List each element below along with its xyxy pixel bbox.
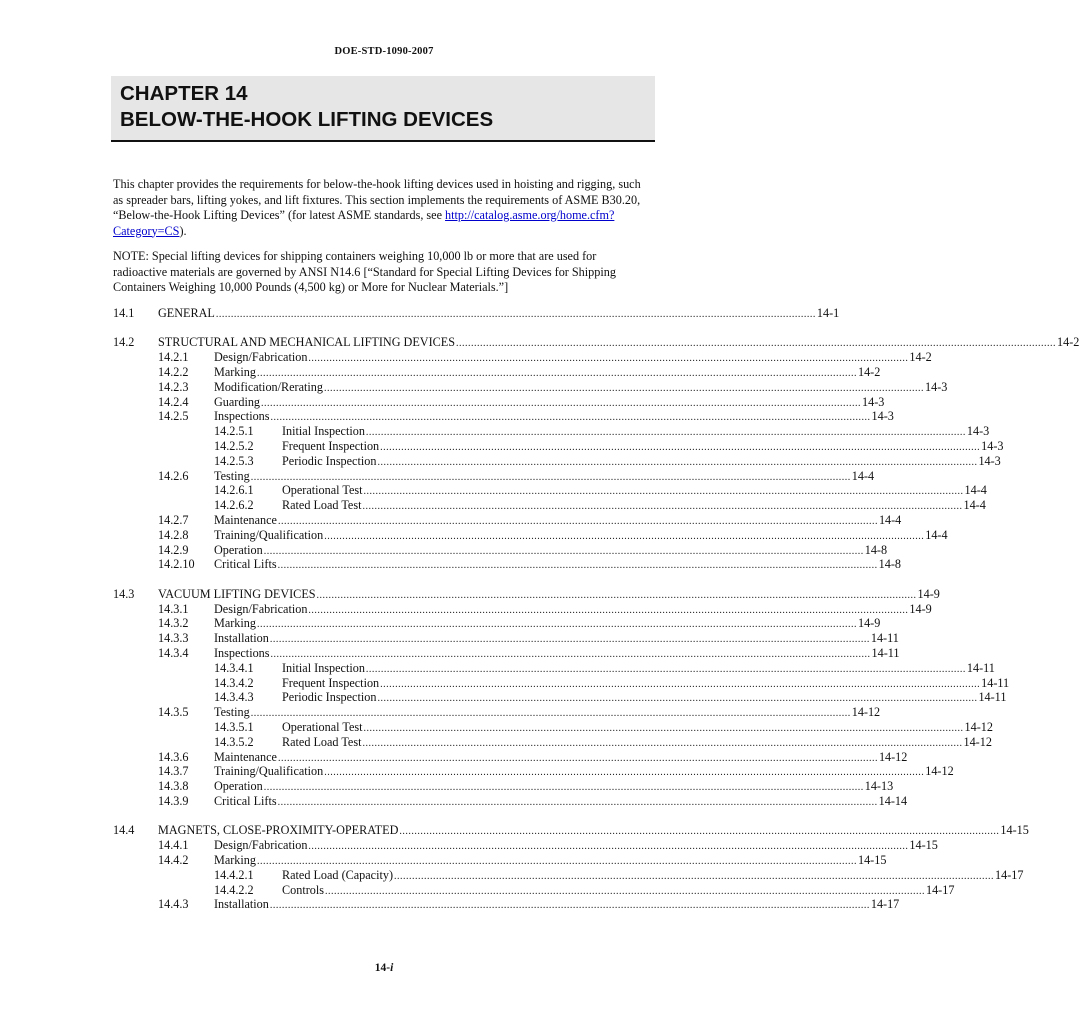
toc-section-number: 14.4.1 <box>158 838 189 853</box>
toc-dot-leader: ........................................................................................................................................................................................................ <box>377 456 978 468</box>
toc-dot-leader: ........................................................................................................................................................................................................ <box>269 634 870 646</box>
toc-section-number: 14.2.3 <box>158 379 189 394</box>
toc-dot-leader: ........................................................................................................................................................................................................ <box>269 900 870 912</box>
toc-dot-leader: ........................................................................................................................................................................................................ <box>215 309 816 320</box>
toc-page-number: 14-11 <box>870 631 899 646</box>
toc-entry[interactable] <box>0 631 899 646</box>
toc-page-number: 14-15 <box>909 838 938 853</box>
toc-section-number: 14.1 <box>113 306 135 320</box>
toc-dot-leader: ........................................................................................................................................................................................................ <box>324 530 925 542</box>
toc-section-number: 14.2.5.2 <box>214 439 254 453</box>
toc-entry[interactable] <box>0 616 881 631</box>
toc-page-number: 14-2 <box>1057 335 1079 350</box>
toc-section-number: 14.3.4.1 <box>214 660 254 675</box>
toc-section-title: Testing <box>214 705 250 720</box>
toc-section-number: 14.4.2.1 <box>214 867 254 882</box>
toc-section-number: 14.3.4 <box>158 646 189 660</box>
toc-page-number: 14-17 <box>870 897 900 912</box>
toc-entry[interactable] <box>0 439 1004 454</box>
toc-dot-leader: ........................................................................................................................................................................................................ <box>399 826 1000 838</box>
toc-dot-leader: ........................................................................................................................................................................................................ <box>256 856 857 867</box>
toc-page-number: 14-14 <box>878 794 908 808</box>
toc-entry[interactable] <box>0 424 990 439</box>
toc-entry[interactable] <box>0 453 1001 469</box>
intro-paragraph <box>113 177 653 239</box>
toc-page-number: 14-1 <box>816 306 840 320</box>
toc-section-number: 14.2 <box>113 335 135 350</box>
toc-section-title: Rated Load (Capacity) <box>282 867 393 882</box>
toc-page-number: 14-15 <box>1000 823 1029 838</box>
toc-entry[interactable] <box>0 749 908 765</box>
toc-entry[interactable] <box>0 779 894 794</box>
toc-page-number: 14-9 <box>909 601 932 616</box>
toc-dot-leader: ........................................................................................................................................................................................................ <box>263 782 864 794</box>
note-paragraph <box>113 249 653 296</box>
toc-page-number: 14-3 <box>966 424 990 439</box>
toc-section-title: Marking <box>214 853 256 867</box>
toc-section-number: 14.2.4 <box>158 394 189 409</box>
toc-section-title: Design/Fabrication <box>214 838 308 853</box>
toc-section-number: 14.2.9 <box>158 542 189 557</box>
toc-section-number: 14.2.10 <box>158 557 195 572</box>
toc-section-number: 14.3.5 <box>158 705 189 720</box>
toc-dot-leader: ........................................................................................................................................................................................................ <box>250 708 851 720</box>
toc-entry[interactable] <box>0 897 900 912</box>
toc-section-title: Critical Lifts <box>214 557 277 572</box>
toc-section-title: Design/Fabrication <box>214 350 308 365</box>
toc-dot-leader: ........................................................................................................................................................................................................ <box>362 737 963 749</box>
toc-page-number: 14-9 <box>857 616 881 631</box>
toc-entry[interactable] <box>0 468 875 484</box>
toc-entry-line <box>214 897 900 914</box>
toc-entry[interactable] <box>0 646 900 661</box>
chapter-title: BELOW-THE-HOOK LIFTING DEVICES <box>120 108 494 131</box>
toc-section-number: 14.2.5.1 <box>214 424 254 439</box>
toc-dot-leader: ........................................................................................................................................................................................................ <box>324 382 924 394</box>
toc-section-title: Rated Load Test <box>282 734 362 749</box>
toc-entry[interactable] <box>0 394 885 410</box>
toc-entry[interactable] <box>0 853 887 868</box>
page-number <box>0 962 768 974</box>
toc-section-title: Periodic Inspection <box>282 453 377 468</box>
toc-section-title: Installation <box>214 631 269 646</box>
toc-page-number: 14-4 <box>851 468 875 483</box>
toc-dot-leader: ........................................................................................................................................................................................................ <box>277 516 878 527</box>
toc-entry[interactable] <box>0 557 901 572</box>
toc-entry[interactable] <box>0 794 908 809</box>
toc-dot-leader: ........................................................................................................................................................................................................ <box>380 678 981 690</box>
toc-page-number: 14-11 <box>871 646 900 660</box>
toc-page-number: 14-12 <box>878 749 908 764</box>
toc-dot-leader: ........................................................................................................................................................................................................ <box>362 501 963 513</box>
toc-section-number: 14.3.8 <box>158 779 189 794</box>
toc-section-title: Design/Fabrication <box>214 601 308 616</box>
note-text: NOTE: Special lifting devices for shipping containers weighing 10,000 lb or more that are used for radioactive materials are governed by ANSI N14.6 [“Standard for Special Lifting Devices for Shipping Containers Weighing 10,000 Pounds (4,500 kg) or More for Nuclear Materials.”] <box>113 249 616 294</box>
toc-dot-leader: ........................................................................................................................................................................................................ <box>377 693 978 705</box>
toc-section-title: Guarding <box>214 394 261 409</box>
toc-section-number: 14.3.6 <box>158 749 189 764</box>
toc-page-number: 14-4 <box>925 527 948 542</box>
toc-section-title: Periodic Inspection <box>282 690 377 705</box>
toc-entry[interactable] <box>0 705 881 720</box>
toc-dot-leader: ........................................................................................................................................................................................................ <box>270 412 871 424</box>
toc-page-number: 14-15 <box>857 853 887 867</box>
toc-page-number: 14-3 <box>871 409 894 424</box>
toc-section-number: 14.2.8 <box>158 527 189 542</box>
toc-section-title: Maintenance <box>214 513 277 527</box>
toc-section-title: Critical Lifts <box>214 794 277 808</box>
toc-entry[interactable] <box>0 690 1007 705</box>
toc-section-title: Training/Qualification <box>214 764 324 779</box>
toc-entry[interactable] <box>0 675 1010 691</box>
page-number-suffix: i <box>390 962 394 974</box>
toc-section-number: 14.3.7 <box>158 764 189 779</box>
toc-page-number: 14-3 <box>981 439 1004 453</box>
toc-dot-leader: ........................................................................................................................................................................................................ <box>256 619 857 631</box>
toc-page-number: 14-11 <box>978 690 1007 705</box>
toc-entry[interactable] <box>0 586 940 602</box>
toc-dot-leader: ........................................................................................................................................................................................................ <box>308 841 909 853</box>
toc-entry-line <box>214 794 908 811</box>
toc-dot-leader: ........................................................................................................................................................................................................ <box>256 368 857 379</box>
toc-section-title: Testing <box>214 468 250 483</box>
toc-section-title: Rated Load Test <box>282 498 362 513</box>
toc-section-number: 14.3.5.2 <box>214 734 254 749</box>
toc-section-title: Installation <box>214 897 269 912</box>
toc-page-number: 14-3 <box>978 453 1001 468</box>
toc-section-number: 14.4.2.2 <box>214 882 254 897</box>
toc-page-number: 14-12 <box>964 720 993 734</box>
toc-section-number: 14.4.2 <box>158 853 189 867</box>
toc-entry[interactable] <box>0 409 894 424</box>
toc-entry-line <box>158 306 840 323</box>
toc-dot-leader: ........................................................................................................................................................................................................ <box>277 560 878 572</box>
toc-page-number: 14-12 <box>925 764 954 779</box>
toc-section-number: 14.3.1 <box>158 601 189 616</box>
toc-page-number: 14-11 <box>981 675 1010 690</box>
toc-dot-leader: ........................................................................................................................................................................................................ <box>365 663 966 675</box>
toc-page-number: 14-12 <box>963 734 992 749</box>
toc-dot-leader: ........................................................................................................................................................................................................ <box>394 870 994 882</box>
toc-section-title: MAGNETS, CLOSE-PROXIMITY-OPERATED <box>158 823 399 838</box>
toc-entry-line <box>214 557 901 574</box>
toc-dot-leader: ........................................................................................................................................................................................................ <box>270 649 871 660</box>
toc-section-number: 14.4.3 <box>158 897 189 912</box>
page-number-prefix: 14- <box>374 962 391 974</box>
toc-entry[interactable] <box>0 306 840 321</box>
chapter-number: CHAPTER 14 <box>120 82 248 105</box>
toc-section-number: 14.3.4.2 <box>214 675 254 690</box>
toc-section-title: Modification/Rerating <box>214 379 323 394</box>
toc-entry[interactable] <box>0 601 932 617</box>
toc-entry[interactable] <box>0 379 948 395</box>
toc-dot-leader: ........................................................................................................................................................................................................ <box>324 885 925 897</box>
chapter-title-box <box>111 76 655 142</box>
toc-section-title: Initial Inspection <box>282 660 365 675</box>
toc-dot-leader: ........................................................................................................................................................................................................ <box>380 442 981 453</box>
toc-page-number: 14-2 <box>857 365 881 379</box>
toc-section-title: Inspections <box>214 409 270 424</box>
toc-section-title: Controls <box>282 882 324 897</box>
toc-dot-leader: ........................................................................................................................................................................................................ <box>308 604 909 616</box>
toc-dot-leader: ........................................................................................................................................................................................................ <box>363 486 964 498</box>
toc-section-number: 14.3.9 <box>158 794 189 808</box>
toc-entry[interactable] <box>0 483 987 498</box>
document-id-header: DOE-STD-1090-2007 <box>334 46 434 57</box>
toc-section-title: Training/Qualification <box>214 527 324 542</box>
toc-page-number: 14-13 <box>864 779 894 794</box>
toc-section-number: 14.3.2 <box>158 616 189 631</box>
toc-entry[interactable] <box>0 838 938 853</box>
toc-page-number: 14-17 <box>995 867 1024 882</box>
toc-entry[interactable] <box>0 764 954 779</box>
toc-entry[interactable] <box>0 734 992 750</box>
toc-page-number: 14-4 <box>878 513 902 527</box>
toc-section-number: 14.2.1 <box>158 350 189 365</box>
toc-entry[interactable] <box>0 498 986 513</box>
toc-dot-leader: ........................................................................................................................................................................................................ <box>261 397 862 409</box>
toc-page-number: 14-4 <box>963 498 986 513</box>
toc-dot-leader: ........................................................................................................................................................................................................ <box>365 427 966 439</box>
toc-section-number: 14.4 <box>113 823 135 838</box>
toc-page-number: 14-11 <box>966 660 995 675</box>
toc-section-title: STRUCTURAL AND MECHANICAL LIFTING DEVICES <box>158 335 456 350</box>
toc-dot-leader: ........................................................................................................................................................................................................ <box>456 338 1057 350</box>
toc-page-number: 14-3 <box>925 379 948 394</box>
toc-section-number: 14.3 <box>113 586 135 601</box>
toc-dot-leader: ........................................................................................................................................................................................................ <box>250 471 851 483</box>
toc-dot-leader: ........................................................................................................................................................................................................ <box>277 752 878 764</box>
toc-entry[interactable] <box>0 720 993 735</box>
toc-section-title: Operational Test <box>282 483 363 498</box>
toc-section-title: Initial Inspection <box>282 424 365 439</box>
intro-tail: ). <box>179 223 187 238</box>
toc-section-number: 14.2.6.2 <box>214 498 254 513</box>
toc-section-number: 14.3.5.1 <box>214 720 254 734</box>
toc-section-title: Maintenance <box>214 749 277 764</box>
toc-section-number: 14.2.5 <box>158 409 189 424</box>
toc-section-number: 14.3.4.3 <box>214 690 254 705</box>
toc-dot-leader: ........................................................................................................................................................................................................ <box>308 353 909 365</box>
toc-entry[interactable] <box>0 867 1024 883</box>
toc-section-number: 14.2.2 <box>158 365 189 379</box>
toc-dot-leader: ........................................................................................................................................................................................................ <box>277 797 878 808</box>
toc-dot-leader: ........................................................................................................................................................................................................ <box>363 723 964 734</box>
toc-section-title: Frequent Inspection <box>282 675 380 690</box>
toc-section-number: 14.2.7 <box>158 513 189 527</box>
toc-entry[interactable] <box>0 542 888 558</box>
toc-page-number: 14-8 <box>878 557 901 572</box>
toc-page-number: 14-8 <box>864 542 888 557</box>
toc-entry[interactable] <box>0 513 902 528</box>
toc-section-title: VACUUM LIFTING DEVICES <box>158 586 316 601</box>
toc-entry[interactable] <box>0 882 955 898</box>
toc-page-number: 14-17 <box>925 882 955 897</box>
toc-entry[interactable] <box>0 823 1029 838</box>
toc-section-title: GENERAL <box>158 306 215 320</box>
toc-section-number: 14.2.5.3 <box>214 453 254 468</box>
toc-entry[interactable] <box>0 527 948 543</box>
toc-entry[interactable] <box>0 365 881 380</box>
toc-entry[interactable] <box>0 660 995 676</box>
toc-section-title: Operation <box>214 542 263 557</box>
toc-page-number: 14-3 <box>862 394 885 409</box>
toc-page-number: 14-2 <box>909 350 932 365</box>
toc-entry[interactable] <box>0 335 1079 350</box>
toc-section-number: 14.3.3 <box>158 631 189 646</box>
toc-section-title: Marking <box>214 616 256 631</box>
toc-page-number: 14-4 <box>964 483 987 498</box>
toc-section-title: Marking <box>214 365 256 379</box>
asme-catalog-link[interactable]: http://catalog.asme.org/home.cfm?Category=CS <box>113 208 615 238</box>
toc-section-title: Inspections <box>214 646 270 660</box>
toc-dot-leader: ........................................................................................................................................................................................................ <box>316 589 917 601</box>
toc-entry[interactable] <box>0 350 932 365</box>
toc-section-title: Operation <box>214 779 263 794</box>
toc-section-title: Operational Test <box>282 720 363 734</box>
toc-dot-leader: ........................................................................................................................................................................................................ <box>263 545 864 557</box>
intro-text: This chapter provides the requirements for below-the-hook lifting devices used in hoisting and rigging, such as spreader bars, lifting yokes, and lift fixtures. This section implements the requirements of ASME B30.20, “Below-the-Hook Lifting Devices” (for latest ASME standards, see <box>113 177 641 222</box>
toc-section-number: 14.2.6.1 <box>214 483 254 498</box>
toc-page-number: 14-12 <box>851 705 881 720</box>
toc-dot-leader: ........................................................................................................................................................................................................ <box>324 767 925 779</box>
toc-section-number: 14.2.6 <box>158 468 189 483</box>
toc-section-title: Frequent Inspection <box>282 439 380 453</box>
toc-page-number: 14-9 <box>917 586 940 601</box>
